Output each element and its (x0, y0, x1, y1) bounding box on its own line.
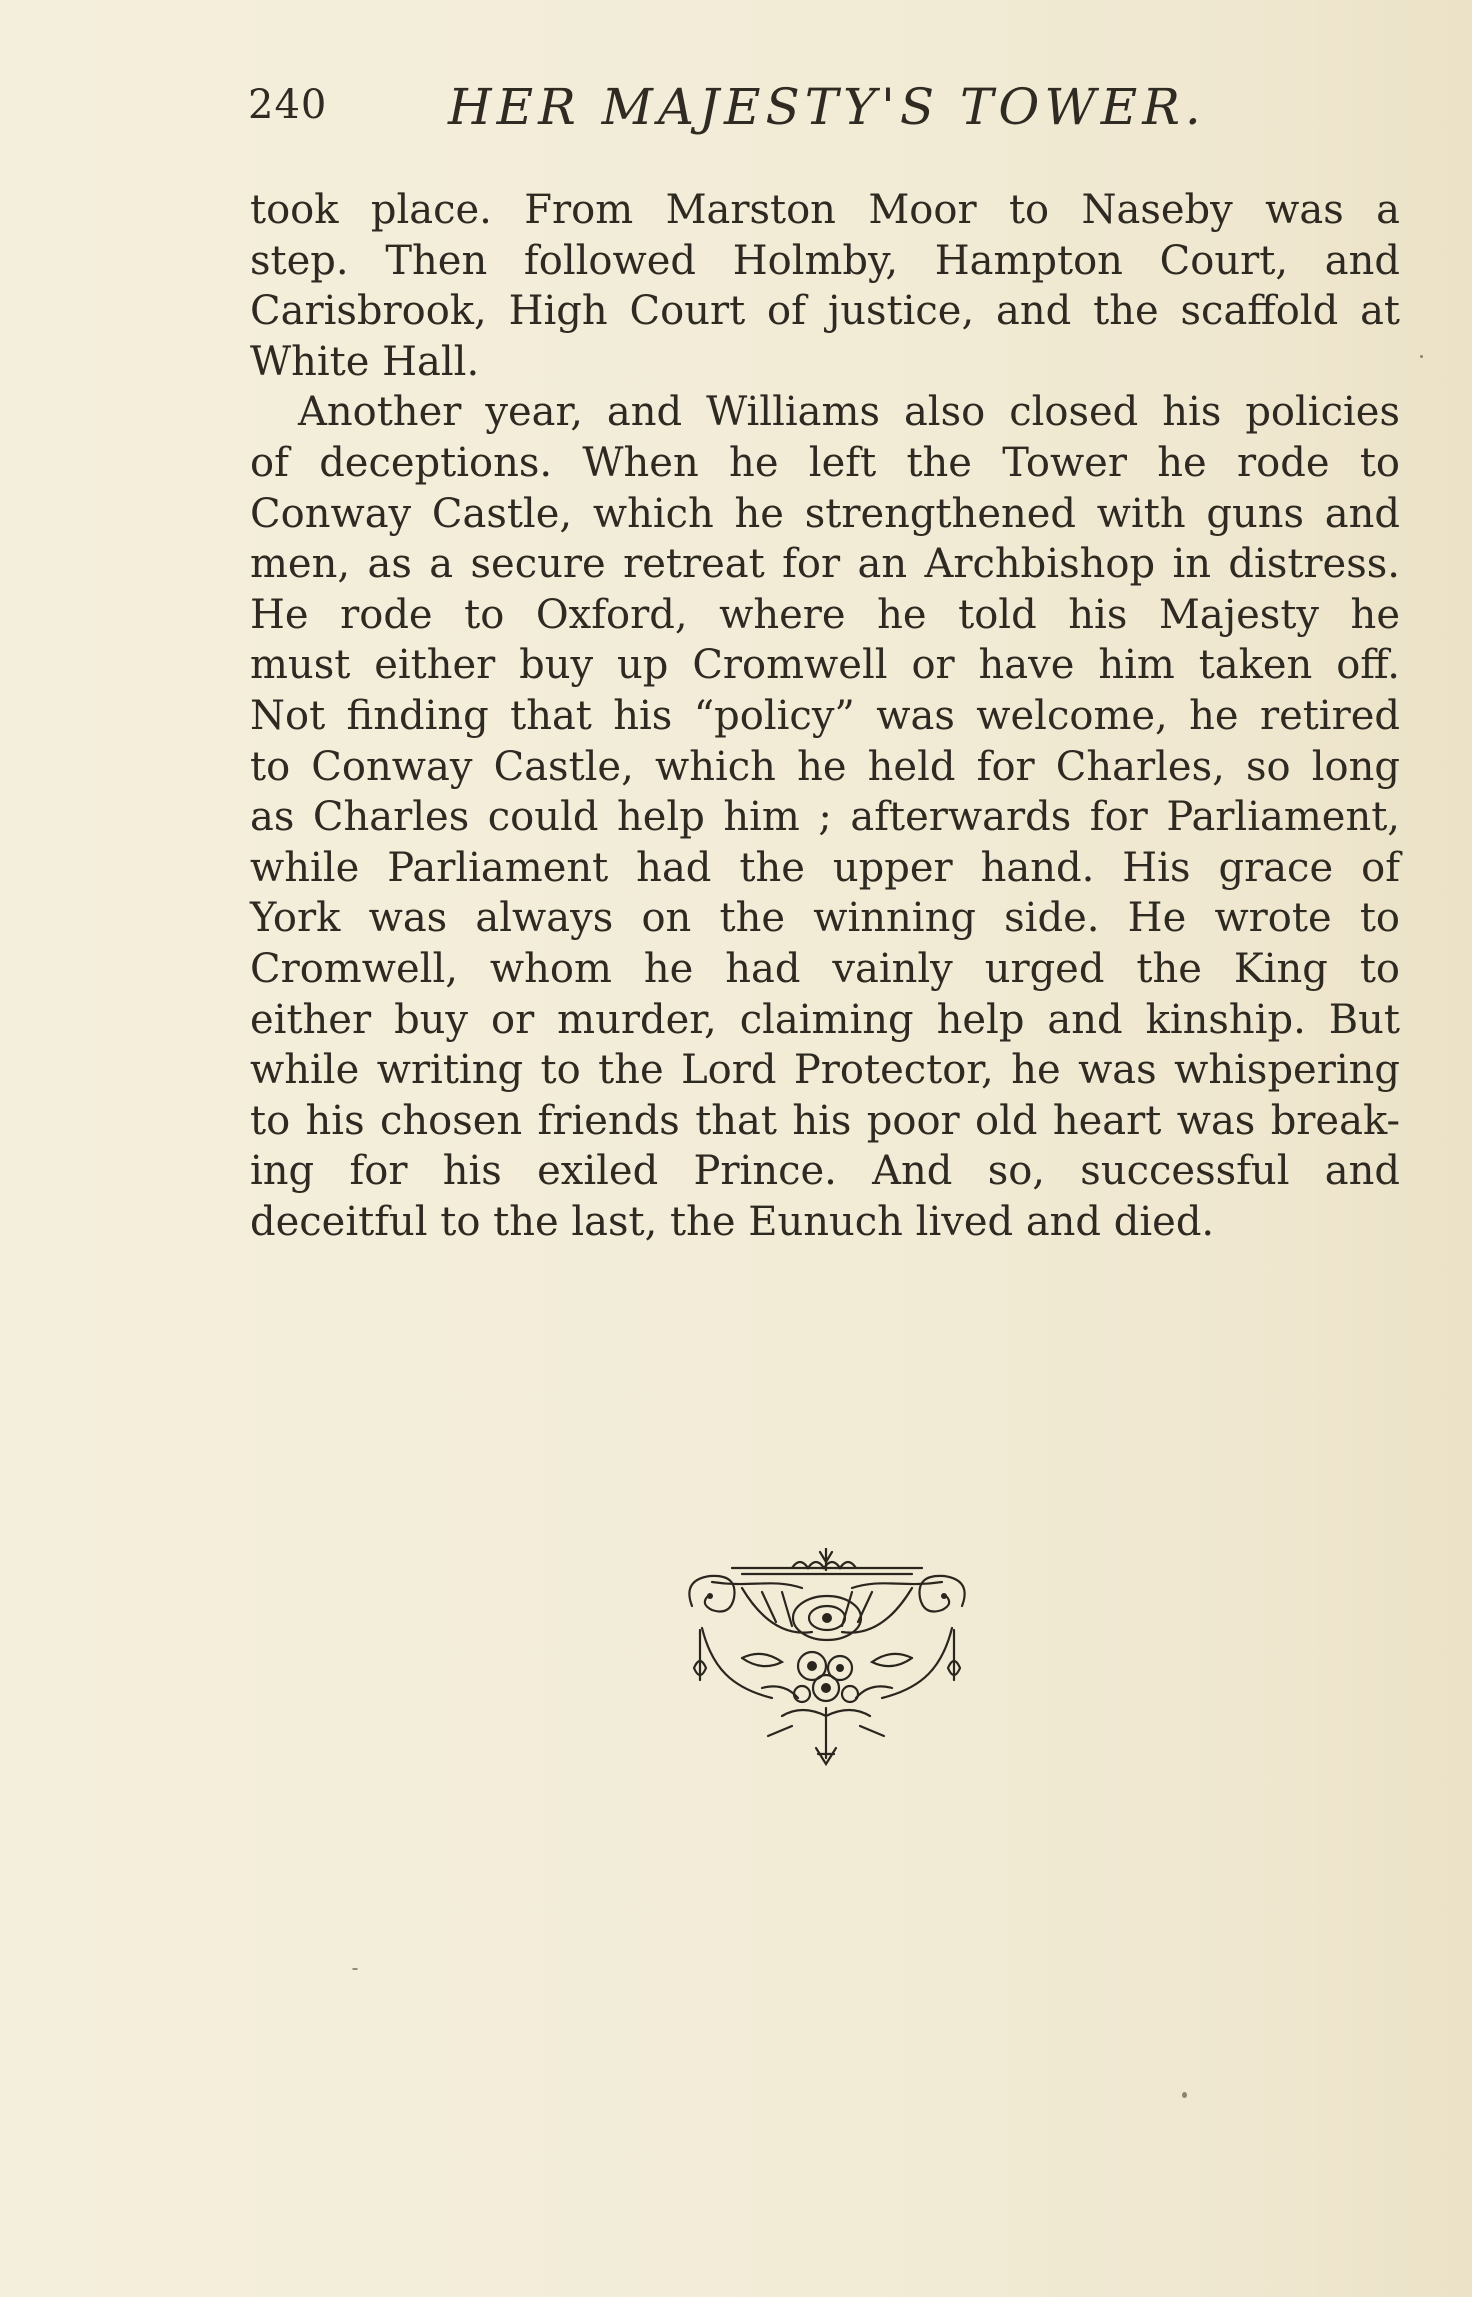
text-line: York was always on the winning side. He wrote to (250, 895, 1400, 942)
text-line: Cromwell, whom he had vainly urged the King to (250, 945, 1400, 992)
text-line: Conway Castle, which he strengthened with guns and (250, 490, 1400, 537)
floral-tailpiece-icon (672, 1548, 982, 1778)
paper-speck (1420, 355, 1423, 358)
text-line: while writing to the Lord Protector, he was whispering (250, 1047, 1400, 1094)
text-line: took place. From Marston Moor to Naseby was a (250, 187, 1400, 233)
running-title: HER MAJESTY'S TOWER. (448, 78, 1206, 136)
text-line: He rode to Oxford, where he told his Majesty he (250, 591, 1400, 638)
text-line: step. Then followed Holmby, Hampton Court, and (250, 237, 1400, 284)
text-line: White Hall. (250, 338, 480, 385)
page-number: 240 (248, 82, 328, 128)
running-head (248, 78, 1408, 148)
text-line: deceitful to the last, the Eunuch lived and died. (250, 1198, 1215, 1245)
text-line: must either buy up Cromwell or have him taken off. (250, 642, 1400, 689)
text-line: as Charles could help him ; afterwards for Parliament, (250, 794, 1400, 841)
text-line: of deceptions. When he left the Tower he rode to (250, 439, 1400, 486)
text-line: Another year, and Williams also closed his policies (298, 389, 1400, 436)
paper-speck (352, 1968, 358, 1970)
text-line: either buy or murder, claiming help and kinship. But (250, 996, 1400, 1043)
text-line: to Conway Castle, which he held for Charles, so long (250, 743, 1400, 790)
text-line: while Parliament had the upper hand. His grace of (250, 844, 1400, 891)
paragraph-1 (250, 185, 1400, 387)
text-line: ing for his exiled Prince. And so, successful and (250, 1148, 1400, 1195)
text-line: Not finding that his “policy” was welcome, he retired (250, 692, 1400, 739)
paper-speck (1182, 2092, 1187, 2098)
text-line: men, as a secure retreat for an Archbishop in distress. (250, 541, 1400, 588)
text-line: to his chosen friends that his poor old heart was break- (250, 1097, 1400, 1144)
body-text (250, 185, 1400, 1247)
paragraph-2 (250, 387, 1400, 1247)
text-line: Carisbrook, High Court of justice, and the scaffold at (250, 288, 1400, 335)
